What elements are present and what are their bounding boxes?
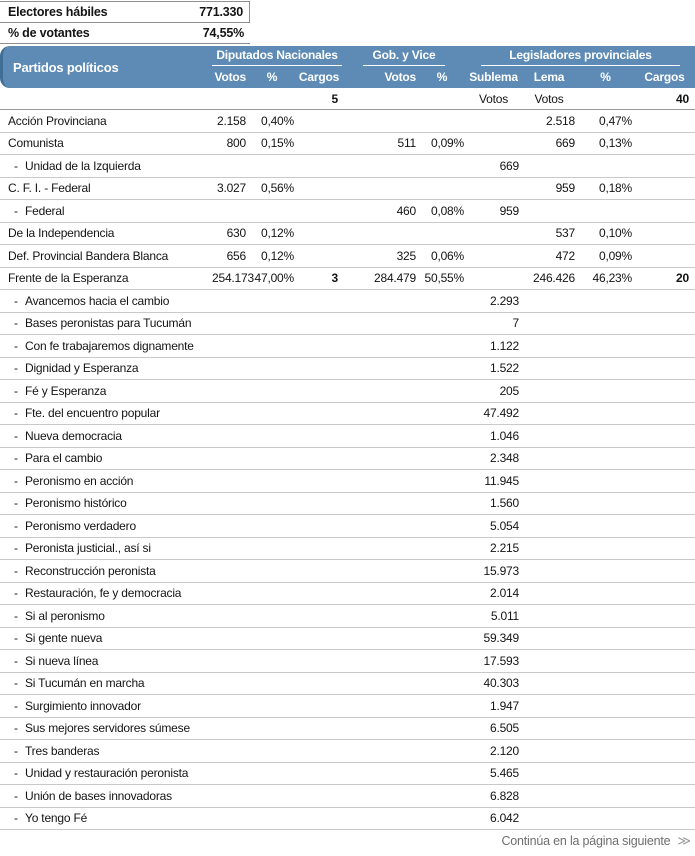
dn-pct-cell: 0,15%	[260, 136, 294, 151]
sublema-votos-cell: 2.348	[489, 451, 519, 466]
dn-pct-cell: 0,12%	[260, 248, 294, 263]
sublema-dash: -	[14, 766, 18, 781]
party-name-cell: C. F. I. - Federal	[8, 181, 91, 196]
table-row	[0, 223, 695, 246]
lema-pct-cell: 0,47%	[598, 113, 632, 128]
sublema-dash: -	[14, 428, 18, 443]
gob-votos-cell: 284.479	[374, 271, 416, 286]
sublema-dash: -	[14, 383, 18, 398]
party-name-cell: - Unidad de la Izquierda	[14, 158, 141, 173]
summary-row-electores	[0, 2, 250, 23]
party-name-cell: - Yo tengo Fé	[14, 811, 88, 826]
double-chevron-icon: ≫	[677, 832, 690, 848]
sublema-votos-cell: 669	[499, 158, 519, 173]
dn-seats-total: 5	[331, 91, 338, 106]
party-name-cell: - Unidad y restauración peronista	[14, 766, 189, 781]
party-name-cell: - Si nueva línea	[14, 653, 99, 668]
col-header-lema: Lema	[533, 70, 565, 84]
table-row	[0, 425, 695, 448]
sublema-votos-label: Votos	[478, 91, 509, 106]
table-row	[0, 268, 695, 291]
party-name-cell: - Fte. del encuentro popular	[14, 406, 160, 421]
party-name-cell: Acción Provinciana	[8, 113, 107, 128]
gob-votos-cell: 511	[397, 136, 416, 151]
sublema-votos-cell: 1.947	[489, 698, 519, 713]
lema-pct-cell: 0,13%	[598, 136, 632, 151]
party-name-cell: Comunista	[8, 136, 64, 151]
sublema-votos-cell: 6.505	[489, 721, 519, 736]
table-row	[0, 538, 695, 561]
leg-seats-total: 40	[676, 91, 689, 106]
table-row	[0, 808, 695, 831]
table-row	[0, 470, 695, 493]
party-name-cell: - Con fe trabajaremos dignamente	[14, 338, 194, 353]
party-name-cell: - Avancemos hacia el cambio	[14, 293, 170, 308]
table-row	[0, 718, 695, 741]
table-row	[0, 155, 695, 178]
table-row	[0, 403, 695, 426]
lema-votos-cell: 246.426	[533, 271, 575, 286]
sublema-votos-cell: 2.120	[489, 743, 519, 758]
sublema-dash: -	[14, 541, 18, 556]
party-name-cell: - Unión de bases innovadoras	[14, 788, 172, 803]
table-row	[0, 673, 695, 696]
group-legisladores-provinciales	[466, 46, 695, 88]
sublema-votos-cell: 5.465	[489, 766, 519, 781]
group-title: Legisladores provinciales	[466, 46, 695, 66]
leg-cargos-cell: 20	[676, 271, 689, 286]
dn-votos-cell: 656	[226, 248, 246, 263]
lema-votos-cell: 669	[555, 136, 575, 151]
sublema-dash: -	[14, 698, 18, 713]
group-diputados-nacionales	[212, 46, 342, 88]
summary-table	[0, 1, 250, 44]
gob-pct-cell: 0,08%	[430, 203, 464, 218]
table-row	[0, 515, 695, 538]
table-row	[0, 110, 695, 133]
lema-votos-cell: 537	[555, 226, 575, 241]
party-name-cell: - Si Tucumán en marcha	[14, 676, 145, 691]
party-name-cell: De la Independencia	[8, 226, 115, 241]
table-row	[0, 133, 695, 156]
summary-row-votantes	[0, 23, 250, 44]
dn-votos-cell: 630	[226, 226, 246, 241]
lema-votos-cell: 472	[555, 248, 575, 263]
party-name-cell: - Para el cambio	[14, 451, 103, 466]
summary-label: Electores hábiles	[8, 5, 108, 19]
dn-votos-cell: 3.027	[216, 181, 246, 196]
table-row	[0, 650, 695, 673]
sublema-dash: -	[14, 496, 18, 511]
sublema-dash: -	[14, 788, 18, 803]
sublema-votos-cell: 15.973	[483, 563, 519, 578]
table-row	[0, 290, 695, 313]
party-name-cell: - Reconstrucción peronista	[14, 563, 156, 578]
gob-pct-cell: 50,55%	[424, 271, 464, 286]
party-name-cell: - Dignidad y Esperanza	[14, 361, 139, 376]
dn-cargos-cell: 3	[331, 271, 338, 286]
col-header-sublema: Sublema	[469, 70, 518, 84]
table-row	[0, 740, 695, 763]
party-name-cell: - Tres banderas	[14, 743, 100, 758]
sublema-dash: -	[14, 631, 18, 646]
sublema-dash: -	[14, 743, 18, 758]
table-row	[0, 560, 695, 583]
group-gobernador-vice	[342, 46, 466, 88]
sublema-dash: -	[14, 608, 18, 623]
dn-pct-cell: 0,12%	[260, 226, 294, 241]
col-header-dn-votos: Votos	[214, 70, 246, 84]
sublema-votos-cell: 205	[499, 383, 519, 398]
sublema-dash: -	[14, 158, 18, 173]
table-row	[0, 178, 695, 201]
sublema-dash: -	[14, 451, 18, 466]
party-name-cell: - Peronismo en acción	[14, 473, 134, 488]
party-name-cell: - Peronista justicial., así si	[14, 541, 151, 556]
col-header-dn-pct: %	[266, 70, 278, 84]
party-name-cell: - Si al peronismo	[14, 608, 105, 623]
party-name-cell: - Surgimiento innovador	[14, 698, 141, 713]
results-table-header	[0, 46, 695, 88]
sublema-votos-cell: 7	[512, 316, 519, 331]
col-header-leg-pct: %	[600, 70, 611, 84]
sublema-dash: -	[14, 361, 18, 376]
group-title: Gob. y Vice	[342, 46, 466, 66]
table-row	[0, 200, 695, 223]
group-title: Diputados Nacionales	[212, 46, 342, 66]
gob-votos-cell: 325	[396, 248, 416, 263]
footer-note	[0, 830, 695, 851]
dn-votos-cell: 2.158	[216, 113, 246, 128]
sublema-dash: -	[14, 203, 18, 218]
sublema-dash: -	[14, 316, 18, 331]
sublema-votos-cell: 59.349	[483, 631, 519, 646]
dn-votos-cell: 800	[226, 136, 246, 151]
sublema-votos-cell: 6.042	[489, 811, 519, 826]
lema-pct-cell: 0,10%	[598, 226, 632, 241]
gob-pct-cell: 0,09%	[430, 136, 464, 151]
sublema-votos-cell: 5.011	[490, 608, 519, 623]
sublema-votos-cell: 5.054	[489, 518, 519, 533]
summary-value: 74,55%	[202, 26, 244, 40]
sublema-votos-cell: 47.492	[483, 406, 519, 421]
sublema-votos-cell: 11.945	[484, 473, 519, 488]
col-header-gob-pct: %	[436, 70, 448, 84]
lema-pct-cell: 0,18%	[598, 181, 632, 196]
sublema-votos-cell: 2.215	[489, 541, 519, 556]
sublema-dash: -	[14, 811, 18, 826]
party-name-cell: - Si gente nueva	[14, 631, 103, 646]
continuation-text: Continúa en la página siguiente	[501, 833, 671, 848]
party-name-cell: Frente de la Esperanza	[8, 271, 129, 286]
sublema-votos-cell: 1.046	[489, 428, 519, 443]
col-header-leg-cargos: Cargos	[644, 70, 685, 84]
sublema-votos-cell: 1.122	[489, 338, 519, 353]
table-row	[0, 763, 695, 786]
table-row	[0, 785, 695, 808]
table-row	[0, 313, 695, 336]
table-row	[0, 605, 695, 628]
sublema-votos-cell: 959	[499, 203, 519, 218]
dn-votos-cell: 254.173	[212, 271, 254, 286]
sublema-dash: -	[14, 293, 18, 308]
table-row	[0, 380, 695, 403]
sublema-votos-cell: 2.293	[489, 293, 519, 308]
lema-pct-cell: 0,09%	[598, 248, 632, 263]
lema-pct-cell: 46,23%	[592, 271, 632, 286]
dn-pct-cell: 0,40%	[260, 113, 294, 128]
sublema-dash: -	[14, 721, 18, 736]
sublema-dash: -	[14, 653, 18, 668]
party-name-cell: Def. Provincial Bandera Blanca	[8, 248, 169, 263]
sublema-dash: -	[14, 473, 18, 488]
party-name-cell: - Sus mejores servidores súmese	[14, 721, 190, 736]
seats-row	[0, 88, 695, 110]
sublema-dash: -	[14, 338, 18, 353]
sublema-dash: -	[14, 406, 18, 421]
results-tbody	[0, 110, 695, 830]
col-header-dn-cargos: Cargos	[298, 70, 340, 84]
sublema-votos-cell: 1.560	[489, 496, 519, 511]
lema-votos-cell: 2.518	[545, 113, 575, 128]
summary-value: 771.330	[199, 5, 243, 19]
table-row	[0, 493, 695, 516]
table-row	[0, 358, 695, 381]
table-row	[0, 695, 695, 718]
party-name-cell: - Nueva democracia	[14, 428, 122, 443]
dn-pct-cell: 0,56%	[260, 181, 294, 196]
sublema-votos-cell: 40.303	[483, 676, 519, 691]
sublema-votos-cell: 1.522	[489, 361, 519, 376]
sublema-votos-cell: 6.828	[489, 788, 519, 803]
table-row	[0, 628, 695, 651]
summary-label: % de votantes	[8, 26, 90, 40]
sublema-dash: -	[14, 676, 18, 691]
lema-votos-label: Votos	[534, 91, 564, 106]
col-header-gob-votos: Votos	[384, 70, 416, 84]
sublema-dash: -	[14, 563, 18, 578]
dn-pct-cell: 47,00%	[254, 271, 294, 286]
gob-votos-cell: 460	[396, 203, 416, 218]
party-name-cell: - Fé y Esperanza	[14, 383, 107, 398]
party-name-cell: - Federal	[14, 203, 65, 218]
table-row	[0, 583, 695, 606]
table-row	[0, 245, 695, 268]
sublema-votos-cell: 17.593	[483, 653, 519, 668]
table-row	[0, 335, 695, 358]
party-name-cell: - Restauración, fe y democracia	[14, 586, 182, 601]
sublema-dash: -	[14, 518, 18, 533]
gob-pct-cell: 0,06%	[430, 248, 464, 263]
lema-votos-cell: 959	[555, 181, 575, 196]
party-name-cell: - Bases peronistas para Tucumán	[14, 316, 192, 331]
party-name-cell: - Peronismo verdadero	[14, 518, 136, 533]
party-column-header: Partidos políticos	[13, 59, 119, 75]
sublema-dash: -	[14, 586, 18, 601]
table-row	[0, 448, 695, 471]
party-name-cell: - Peronismo histórico	[14, 496, 127, 511]
sublema-votos-cell: 2.014	[489, 586, 519, 601]
